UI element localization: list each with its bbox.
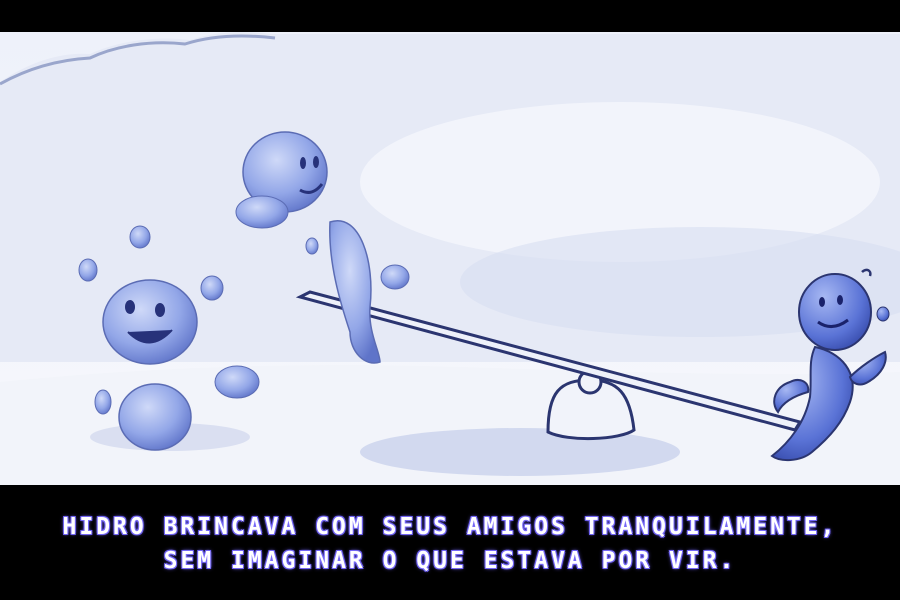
caption-line-1: HIDRO BRINCAVA COM SEUS AMIGOS TRANQUILAMENTE, xyxy=(62,513,838,540)
cutscene-illustration xyxy=(0,32,900,485)
ground-shadow xyxy=(360,428,680,476)
dialogue-caption xyxy=(0,487,900,600)
caption-line-2: SEM IMAGINAR O QUE ESTAVA POR VIR. xyxy=(163,547,737,574)
